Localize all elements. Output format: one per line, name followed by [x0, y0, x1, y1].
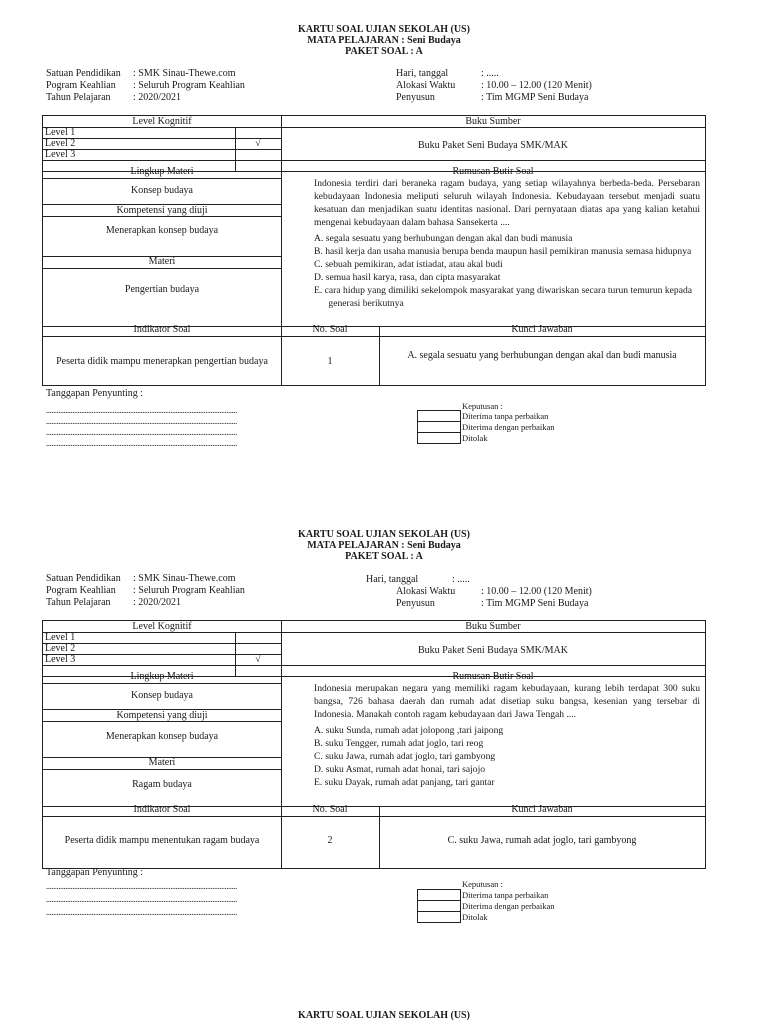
option-b: B. suku Tengger, rumah adat joglo, tari reog: [314, 738, 484, 749]
school-value: : SMK Sinau-Thewe.com: [133, 68, 236, 79]
material-header: Materi: [148, 757, 176, 768]
scope-header: Lingkup Materi: [130, 166, 194, 177]
program-label: Pogram Keahlian: [46, 80, 116, 91]
year-value: : 2020/2021: [133, 92, 182, 103]
question-text: Indonesia merupakan negara yang memiliki ragam kebudayaan, kurang lebih terdapat 300 suku bangsa, 726 bahasa daerah dan rumah adat disetiap suku bangsa, kesenian yang tersebar di Indonesia. Manakah contoh ragam kebudayaan dari Jawa Tengah ....: [314, 683, 700, 720]
reject-checkbox[interactable]: [417, 432, 461, 444]
number-header: No. Soal: [312, 324, 348, 335]
level-3-label: Level 3: [45, 654, 76, 665]
level-header: Level Kognitif: [132, 621, 192, 632]
competence-value: Menerapkan konsep budaya: [105, 731, 219, 742]
date-value: : .....: [481, 68, 499, 79]
option-b: B. hasil kerja dan usaha manusia berupa benda maupun hasil pemikiran manusia semasa hidupnya: [314, 246, 692, 257]
question-text: Indonesia terdiri dari beraneka ragam budaya, yang setiap wilayahnya berbeda-beda. Persebaran kebudayaan Indonesia meliputi seluruh wilayah Indonesia. Kebudayaan tersebut menjadi suatu kesatuan dan menjadikan suatu identitas nasional. Dari pernyataan diatas apa yang kalian ketahui mengenai kebudayaan dalam bahasa Sansekerta ....: [314, 178, 700, 228]
year-label: Tahun Pelajaran: [46, 92, 111, 103]
level-2-label: Level 2: [45, 138, 76, 149]
level-2-check: √: [255, 138, 261, 149]
year-value: : 2020/2021: [133, 597, 182, 608]
school-value: : SMK Sinau-Thewe.com: [133, 573, 236, 584]
feedback-label: Tanggapan Penyunting :: [46, 388, 144, 399]
feedback-label: Tanggapan Penyunting :: [46, 867, 144, 878]
key-value: C. suku Jawa, rumah adat joglo, tari gambyong: [447, 835, 637, 846]
option-c: C. sebuah pemikiran, adat istiadat, atau akal budi: [314, 259, 503, 270]
accept-label: Diterima tanpa perbaikan: [462, 890, 549, 900]
card-package: PAKET SOAL : A: [345, 46, 423, 57]
reject-label: Ditolak: [462, 912, 488, 922]
card-title: KARTU SOAL UJIAN SEKOLAH (US): [298, 24, 470, 35]
time-label: Alokasi Waktu: [396, 586, 456, 597]
indicator-header: Indikator Soal: [133, 804, 191, 815]
formulation-header: Rumusan Butir Soal: [452, 166, 534, 177]
program-value: : Seluruh Program Keahlian: [133, 80, 245, 91]
author-value: : Tim MGMP Seni Budaya: [481, 598, 589, 609]
accept-label: Diterima tanpa perbaikan: [462, 411, 549, 421]
revise-label: Diterima dengan perbaikan: [462, 422, 555, 432]
author-label: Penyusun: [396, 92, 435, 103]
level-1-label: Level 1: [45, 127, 76, 138]
option-a: A. segala sesuatu yang berhubungan dengan akal dan budi manusia: [314, 233, 573, 244]
formulation-header: Rumusan Butir Soal: [452, 671, 534, 682]
feedback-line-1[interactable]: .............................................................................................................: [46, 405, 237, 415]
reject-checkbox[interactable]: [417, 911, 461, 923]
source-header: Buku Sumber: [465, 116, 521, 127]
level-3-check: √: [255, 654, 261, 665]
date-label: Hari, tanggal: [366, 574, 419, 585]
competence-header: Kompetensi yang diuji: [116, 205, 208, 216]
indicator-header: Indikator Soal: [133, 324, 191, 335]
program-label: Pogram Keahlian: [46, 585, 116, 596]
source-value: Buku Paket Seni Budaya SMK/MAK: [418, 645, 568, 656]
time-value: : 10.00 – 12.00 (120 Menit): [481, 586, 592, 597]
number-header: No. Soal: [312, 804, 348, 815]
key-header: Kunci Jawaban: [511, 804, 573, 815]
feedback-line-3[interactable]: .............................................................................................................: [46, 427, 237, 437]
date-value: : .....: [452, 574, 470, 585]
option-d: D. suku Asmat, rumah adat honai, tari sajojo: [314, 764, 486, 775]
time-value: : 10.00 – 12.00 (120 Menit): [481, 80, 592, 91]
option-e-cont: generasi berikutnya: [314, 298, 404, 309]
indicator-value: Peserta didik mampu menerapkan pengertian budaya: [56, 356, 268, 367]
competence-value: Menerapkan konsep budaya: [105, 225, 219, 236]
feedback-line-3[interactable]: .............................................................................................................: [46, 907, 237, 917]
number-value: 1: [327, 356, 333, 367]
option-c: C. suku Jawa, rumah adat joglo, tari gambyong: [314, 751, 496, 762]
scope-value: Konsep budaya: [131, 185, 193, 196]
feedback-line-4[interactable]: .............................................................................................................: [46, 438, 237, 448]
key-header: Kunci Jawaban: [511, 324, 573, 335]
card-package: PAKET SOAL : A: [345, 551, 423, 562]
feedback-line-2[interactable]: .............................................................................................................: [46, 894, 237, 904]
level-1-label: Level 1: [45, 632, 76, 643]
card-3-title: KARTU SOAL UJIAN SEKOLAH (US): [298, 1010, 470, 1021]
school-label: Satuan Pendidikan: [46, 573, 121, 584]
question-table: [42, 620, 706, 869]
author-value: : Tim MGMP Seni Budaya: [481, 92, 589, 103]
program-value: : Seluruh Program Keahlian: [133, 585, 245, 596]
option-e: E. cara hidup yang dimiliki sekelompok masyarakat yang diwariskan secara turun temurun kepada: [314, 285, 693, 296]
scope-value: Konsep budaya: [131, 690, 193, 701]
level-2-label: Level 2: [45, 643, 76, 654]
material-value: Ragam budaya: [132, 779, 192, 790]
source-value: Buku Paket Seni Budaya SMK/MAK: [418, 140, 568, 151]
option-d: D. semua hasil karya, rasa, dan cipta masyarakat: [314, 272, 501, 283]
school-label: Satuan Pendidikan: [46, 68, 121, 79]
question-table: [42, 115, 706, 386]
date-label: Hari, tanggal: [396, 68, 449, 79]
card-subject: MATA PELAJARAN : Seni Budaya: [307, 540, 461, 551]
feedback-line-2[interactable]: .............................................................................................................: [46, 416, 237, 426]
year-label: Tahun Pelajaran: [46, 597, 111, 608]
decision-label: Keputusan :: [462, 401, 503, 411]
revise-label: Diterima dengan perbaikan: [462, 901, 555, 911]
time-label: Alokasi Waktu: [396, 80, 456, 91]
feedback-line-1[interactable]: .............................................................................................................: [46, 881, 237, 891]
card-title: KARTU SOAL UJIAN SEKOLAH (US): [298, 529, 470, 540]
option-e: E. suku Dayak, rumah adat panjang, tari gantar: [314, 777, 495, 788]
decision-label: Keputusan :: [462, 879, 503, 889]
material-value: Pengertian budaya: [124, 284, 200, 295]
source-header: Buku Sumber: [465, 621, 521, 632]
option-a: A. suku Sunda, rumah adat jolopong ,tari jaipong: [314, 725, 504, 736]
number-value: 2: [327, 835, 333, 846]
card-subject: MATA PELAJARAN : Seni Budaya: [307, 35, 461, 46]
key-value: A. segala sesuatu yang berhubungan dengan akal dan budi manusia: [407, 350, 677, 361]
material-header: Materi: [148, 256, 176, 267]
author-label: Penyusun: [396, 598, 435, 609]
indicator-value: Peserta didik mampu menentukan ragam budaya: [64, 835, 260, 846]
level-header: Level Kognitif: [132, 116, 192, 127]
competence-header: Kompetensi yang diuji: [116, 710, 208, 721]
scope-header: Lingkup Materi: [130, 671, 194, 682]
level-3-label: Level 3: [45, 149, 76, 160]
reject-label: Ditolak: [462, 433, 488, 443]
